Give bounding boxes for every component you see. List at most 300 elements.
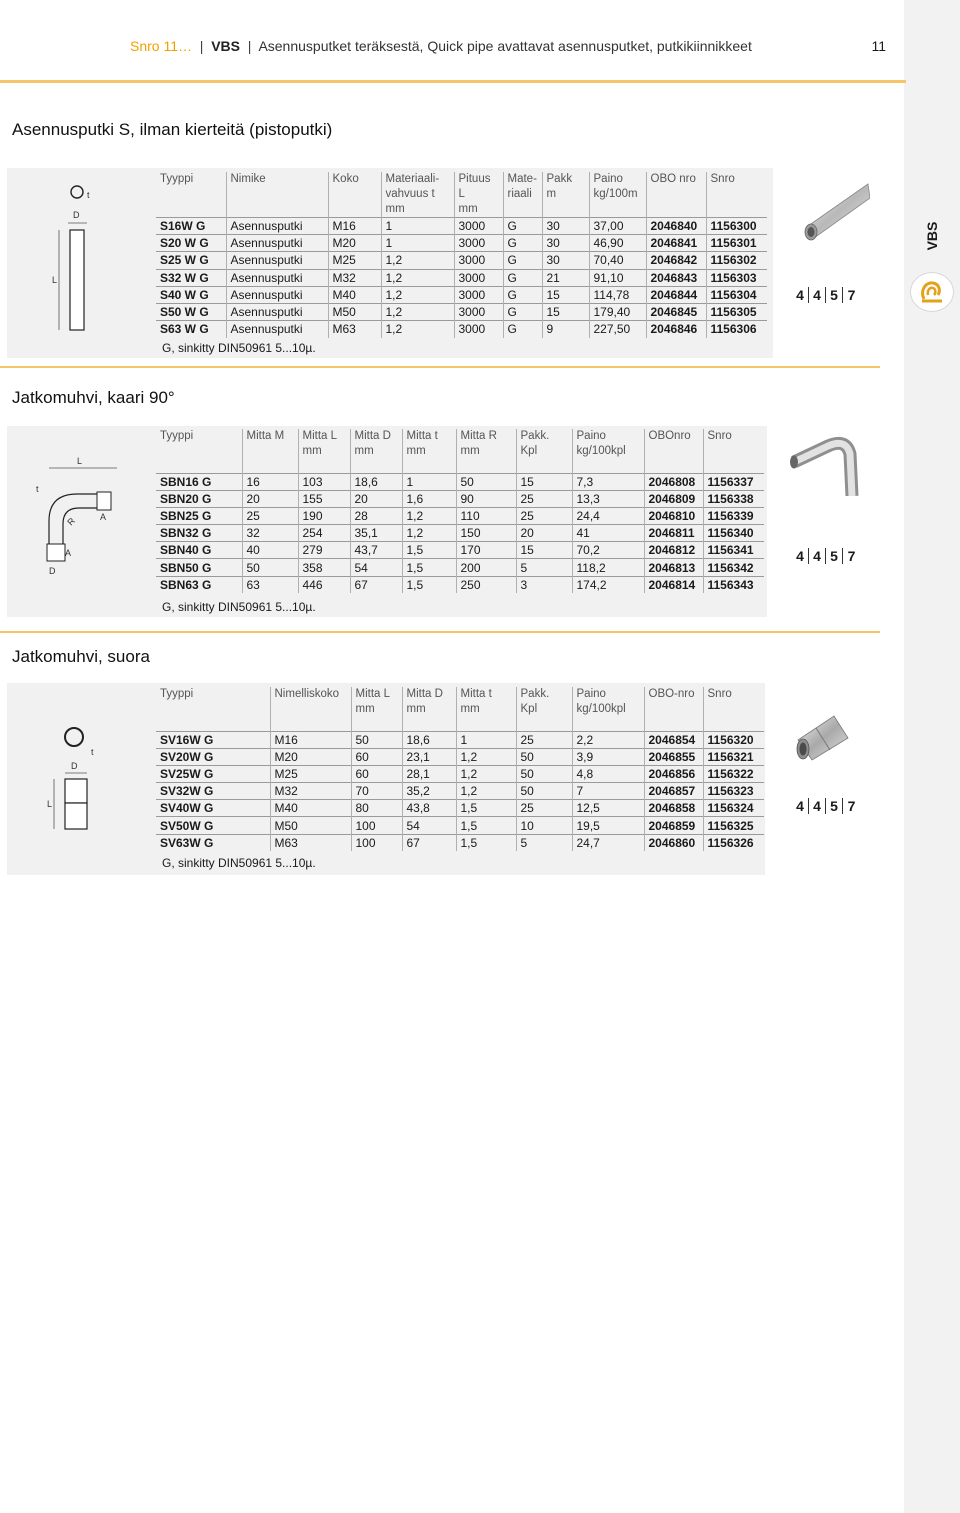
table-cell: 70 — [351, 783, 402, 800]
column-header-line: mm — [406, 703, 426, 715]
column-header-line: Mitta D — [354, 430, 391, 442]
table-cell: 50 — [456, 473, 516, 490]
header-separator: | — [195, 38, 212, 54]
table-cell: 23,1 — [402, 748, 456, 765]
header-description: Asennusputket teräksestä, Quick pipe avattavat asennusputket, putkikiinnikkeet — [258, 38, 752, 54]
column-header-line: Mitta t — [406, 430, 438, 442]
table-cell: 20 — [242, 490, 298, 507]
table-cell: 3,9 — [572, 748, 644, 765]
table-cell: 35,1 — [350, 525, 402, 542]
column-header-line: OBO nro — [650, 173, 696, 185]
table-row — [156, 817, 764, 834]
table-cell: Asennusputki — [226, 218, 328, 235]
column-header — [298, 429, 350, 473]
column-header-line: mm — [460, 703, 480, 715]
table-cell: 2046840 — [646, 218, 706, 235]
table-cell: 3000 — [454, 269, 503, 286]
catalog-code: 4 — [809, 798, 826, 814]
table-cell: 46,90 — [589, 235, 646, 252]
table-cell: 179,40 — [589, 303, 646, 320]
column-header — [456, 429, 516, 473]
page-number: 11 — [871, 38, 886, 54]
column-header-line: kg/100kpl — [576, 703, 626, 715]
column-header-line: Mitta R — [460, 430, 497, 442]
column-header — [703, 429, 764, 473]
column-header-line: Paino — [593, 173, 623, 185]
table-cell: 1,2 — [381, 286, 454, 303]
table-cell: 25 — [242, 507, 298, 524]
table-cell: 2,2 — [572, 731, 644, 748]
table-row — [156, 525, 764, 542]
diagram-label-t: t — [91, 747, 94, 757]
table-cell: 2046857 — [644, 783, 703, 800]
table-cell: 50 — [516, 765, 572, 782]
elbow-diagram — [7, 426, 152, 617]
table-cell: 174,2 — [572, 576, 644, 593]
table-cell: 28,1 — [402, 765, 456, 782]
table-cell: 18,6 — [350, 473, 402, 490]
table-cell: 155 — [298, 490, 350, 507]
table-cell: SBN25 G — [156, 507, 242, 524]
table-cell: 80 — [351, 800, 402, 817]
diagram-label-l: L — [52, 275, 58, 285]
table-cell: 1156342 — [703, 559, 764, 576]
table-cell: 43,7 — [350, 542, 402, 559]
table-cell: 9 — [542, 321, 589, 338]
table-cell: M63 — [328, 321, 381, 338]
table-note: G, sinkitty DIN50961 5...10µ. — [162, 341, 316, 355]
column-header-line: riaali — [507, 188, 532, 200]
column-header-line: Materiaali- — [385, 173, 440, 185]
table-header-row — [156, 172, 767, 218]
table-row — [156, 748, 764, 765]
table-cell: G — [503, 286, 542, 303]
table-cell: 25 — [516, 490, 572, 507]
table-cell: M50 — [270, 817, 351, 834]
table-cell: 1,2 — [456, 783, 516, 800]
table-cell: 1156301 — [706, 235, 767, 252]
table-cell: 2046842 — [646, 252, 706, 269]
header-snro: Snro 11… — [130, 38, 192, 54]
table-row — [156, 542, 764, 559]
catalog-code: 5 — [826, 548, 843, 564]
table-cell: 1156321 — [703, 748, 764, 765]
table-cell: 1156306 — [706, 321, 767, 338]
table-cell: 190 — [298, 507, 350, 524]
column-header-line: Koko — [332, 173, 359, 185]
catalog-code: 7 — [847, 798, 856, 814]
table-row — [156, 286, 767, 303]
table-cell: 100 — [351, 834, 402, 851]
table-cell: M20 — [270, 748, 351, 765]
table-cell: 25 — [516, 507, 572, 524]
table-cell: SBN40 G — [156, 542, 242, 559]
table-cell: M32 — [270, 783, 351, 800]
table-cell: 3000 — [454, 286, 503, 303]
column-header — [156, 172, 226, 218]
table-cell: Asennusputki — [226, 252, 328, 269]
table-cell: SBN16 G — [156, 473, 242, 490]
table-cell: 1156302 — [706, 252, 767, 269]
table-cell: S20 W G — [156, 235, 226, 252]
column-header-line: kg/100kpl — [576, 445, 626, 457]
section-title: Jatkomuhvi, kaari 90° — [12, 388, 175, 407]
table-cell: M16 — [270, 731, 351, 748]
side-tab-label: VBS — [924, 221, 940, 251]
table-cell: 2046810 — [644, 507, 703, 524]
table-cell: 446 — [298, 576, 350, 593]
table-cell: 1156303 — [706, 269, 767, 286]
side-tab — [904, 0, 960, 1513]
header-separator: | — [243, 38, 259, 54]
table-cell: 54 — [402, 817, 456, 834]
table-cell: 1 — [456, 731, 516, 748]
table-cell: 1,5 — [456, 834, 516, 851]
catalog-codes — [792, 548, 860, 564]
product-pipe-image — [786, 176, 870, 246]
table-cell: S63 W G — [156, 321, 226, 338]
table-row — [156, 218, 767, 235]
column-header-line: mm — [355, 703, 375, 715]
column-header-line: OBOnro — [648, 430, 691, 442]
table-cell: 67 — [350, 576, 402, 593]
spec-table — [156, 687, 764, 851]
table-cell: 1156339 — [703, 507, 764, 524]
column-header-line: Mitta L — [355, 688, 391, 700]
table-cell: 1,5 — [402, 576, 456, 593]
table-cell: SBN63 G — [156, 576, 242, 593]
table-cell: 227,50 — [589, 321, 646, 338]
table-row — [156, 507, 764, 524]
table-cell: 100 — [351, 817, 402, 834]
column-header — [646, 172, 706, 218]
table-cell: 70,40 — [589, 252, 646, 269]
table-cell: 35,2 — [402, 783, 456, 800]
table-cell: 3000 — [454, 303, 503, 320]
table-cell: 32 — [242, 525, 298, 542]
table-cell: 60 — [351, 748, 402, 765]
table-cell: M40 — [328, 286, 381, 303]
table-cell: G — [503, 269, 542, 286]
diagram-label-l: L — [77, 456, 83, 466]
column-header-line: Snro — [707, 430, 732, 442]
table-cell: 15 — [542, 303, 589, 320]
column-header-line: Pakk. Kpl — [520, 688, 550, 715]
table-row — [156, 765, 764, 782]
table-cell: 54 — [350, 559, 402, 576]
table-cell: 2046814 — [644, 576, 703, 593]
column-header-line: mm — [458, 203, 478, 215]
column-header — [402, 687, 456, 731]
table-cell: 254 — [298, 525, 350, 542]
column-header-line: Tyyppi — [160, 688, 194, 700]
catalog-code: 7 — [847, 287, 856, 303]
table-cell: 40 — [242, 542, 298, 559]
table-cell: 1156322 — [703, 765, 764, 782]
table-cell: 91,10 — [589, 269, 646, 286]
diagram-label-a: A — [100, 512, 107, 522]
table-cell: 2046845 — [646, 303, 706, 320]
column-header — [589, 172, 646, 218]
table-cell: 1,2 — [381, 321, 454, 338]
diagram-label-t: t — [36, 484, 39, 494]
table-cell: M25 — [270, 765, 351, 782]
table-cell: M16 — [328, 218, 381, 235]
table-cell: 2046808 — [644, 473, 703, 490]
table-cell: SV16W G — [156, 731, 270, 748]
section-title: Asennusputki S, ilman kierteitä (pistoputki) — [12, 120, 333, 139]
column-header — [381, 172, 454, 218]
table-cell: 10 — [516, 817, 572, 834]
table-cell: 37,00 — [589, 218, 646, 235]
table-cell: 3000 — [454, 252, 503, 269]
table-cell: 30 — [542, 235, 589, 252]
table-cell: 13,3 — [572, 490, 644, 507]
table-row — [156, 269, 767, 286]
table-cell: 1156325 — [703, 817, 764, 834]
table-cell: 7 — [572, 783, 644, 800]
table-cell: 1 — [402, 473, 456, 490]
diagram-label-d: D — [49, 566, 56, 576]
catalog-code: 4 — [792, 798, 809, 814]
catalog-code: 4 — [809, 287, 826, 303]
column-header — [350, 429, 402, 473]
table-cell: 1,2 — [456, 765, 516, 782]
column-header-line: Mitta D — [406, 688, 443, 700]
column-header-line: Paino — [576, 430, 606, 442]
table-cell: 4,8 — [572, 765, 644, 782]
table-cell: 24,4 — [572, 507, 644, 524]
table-row — [156, 800, 764, 817]
product-elbow-image — [788, 432, 860, 496]
table-cell: G — [503, 235, 542, 252]
column-header-line: Mitta L — [302, 430, 338, 442]
table-cell: 1156337 — [703, 473, 764, 490]
table-cell: G — [503, 321, 542, 338]
spec-table — [156, 429, 764, 593]
diagram-label-r: R — [65, 515, 78, 528]
column-header-line: Pakk m — [546, 173, 573, 200]
table-cell: 1,2 — [381, 252, 454, 269]
table-header-row — [156, 687, 764, 731]
table-cell: 3000 — [454, 235, 503, 252]
table-cell: 2046855 — [644, 748, 703, 765]
column-header-line: mm — [406, 445, 426, 457]
column-header — [456, 687, 516, 731]
table-cell: 1,2 — [381, 303, 454, 320]
column-header — [454, 172, 503, 218]
catalog-code: 5 — [826, 287, 843, 303]
table-cell: 1,5 — [456, 817, 516, 834]
table-note: G, sinkitty DIN50961 5...10µ. — [162, 600, 316, 614]
table-cell: M32 — [328, 269, 381, 286]
table-cell: 103 — [298, 473, 350, 490]
table-cell: 2046811 — [644, 525, 703, 542]
column-header-line: Tyyppi — [160, 173, 194, 185]
table-cell: SV32W G — [156, 783, 270, 800]
table-cell: 358 — [298, 559, 350, 576]
table-cell: Asennusputki — [226, 321, 328, 338]
table-cell: G — [503, 303, 542, 320]
table-cell: 2046856 — [644, 765, 703, 782]
table-cell: 1156323 — [703, 783, 764, 800]
table-cell: 3 — [516, 576, 572, 593]
header-rule — [0, 80, 906, 83]
table-cell: 1 — [381, 218, 454, 235]
table-cell: 1156300 — [706, 218, 767, 235]
column-header — [226, 172, 328, 218]
column-header — [242, 429, 298, 473]
table-cell: 170 — [456, 542, 516, 559]
diagram-label-d: D — [73, 210, 80, 220]
diagram-label-l: L — [47, 799, 53, 809]
table-cell: 1,2 — [402, 507, 456, 524]
table-cell: SV20W G — [156, 748, 270, 765]
column-header — [542, 172, 589, 218]
table-row — [156, 235, 767, 252]
table-cell: 200 — [456, 559, 516, 576]
column-header — [644, 429, 703, 473]
column-header-line: kg/100m — [593, 188, 638, 200]
table-row — [156, 490, 764, 507]
catalog-codes — [792, 798, 860, 814]
column-header — [516, 687, 572, 731]
page-header — [130, 38, 886, 58]
column-header — [706, 172, 767, 218]
column-header-line: Pakk. Kpl — [520, 430, 550, 457]
table-cell: S16W G — [156, 218, 226, 235]
table-cell: Asennusputki — [226, 235, 328, 252]
diagram-label-t: t — [87, 190, 90, 200]
table-cell: 250 — [456, 576, 516, 593]
table-cell: 90 — [456, 490, 516, 507]
column-header-line: Mitta t — [460, 688, 492, 700]
table-cell: 15 — [542, 286, 589, 303]
column-header-line: Tyyppi — [160, 430, 194, 442]
column-header-line: mm — [354, 445, 374, 457]
catalog-codes — [792, 287, 860, 303]
diagram-label-d: D — [71, 761, 78, 771]
column-header — [572, 687, 644, 731]
table-note: G, sinkitty DIN50961 5...10µ. — [162, 856, 316, 870]
catalog-code: 4 — [792, 548, 809, 564]
column-header — [351, 687, 402, 731]
table-cell: 30 — [542, 252, 589, 269]
section-rule — [0, 631, 880, 633]
column-header — [328, 172, 381, 218]
table-cell: SV25W G — [156, 765, 270, 782]
table-cell: 12,5 — [572, 800, 644, 817]
table-cell: 2046859 — [644, 817, 703, 834]
table-cell: Asennusputki — [226, 303, 328, 320]
table-cell: 1156304 — [706, 286, 767, 303]
table-cell: Asennusputki — [226, 286, 328, 303]
table-cell: 50 — [242, 559, 298, 576]
table-cell: 2046846 — [646, 321, 706, 338]
table-cell: 1156341 — [703, 542, 764, 559]
table-cell: 24,7 — [572, 834, 644, 851]
catalog-code: 5 — [826, 798, 843, 814]
header-brand: VBS — [211, 38, 240, 54]
pipe-diagram — [7, 168, 152, 358]
table-cell: Asennusputki — [226, 269, 328, 286]
table-cell: 63 — [242, 576, 298, 593]
table-cell: 1,5 — [402, 542, 456, 559]
table-cell: 3000 — [454, 321, 503, 338]
table-cell: 2046843 — [646, 269, 706, 286]
table-cell: S40 W G — [156, 286, 226, 303]
column-header-line: Nimike — [230, 173, 266, 185]
table-cell: 30 — [542, 218, 589, 235]
table-cell: 20 — [516, 525, 572, 542]
table-cell: 50 — [351, 731, 402, 748]
column-header-line: Pituus L — [458, 173, 491, 200]
column-header — [270, 687, 351, 731]
table-cell: 1 — [381, 235, 454, 252]
table-cell: 19,5 — [572, 817, 644, 834]
table-cell: 60 — [351, 765, 402, 782]
table-cell: 1,2 — [456, 748, 516, 765]
section-rule — [0, 366, 880, 368]
table-cell: 21 — [542, 269, 589, 286]
table-cell: G — [503, 252, 542, 269]
coupling-diagram — [7, 683, 152, 875]
table-cell: 28 — [350, 507, 402, 524]
column-header-line: OBO-nro — [648, 688, 695, 700]
table-cell: SBN20 G — [156, 490, 242, 507]
table-cell: 25 — [516, 800, 572, 817]
column-header-line: Mitta M — [246, 430, 285, 442]
column-header — [572, 429, 644, 473]
table-cell: M63 — [270, 834, 351, 851]
table-cell: 20 — [350, 490, 402, 507]
table-cell: 43,8 — [402, 800, 456, 817]
table-cell: 3000 — [454, 218, 503, 235]
table-cell: 279 — [298, 542, 350, 559]
column-header-line: mm — [302, 445, 322, 457]
table-cell: 41 — [572, 525, 644, 542]
table-cell: 1,5 — [402, 559, 456, 576]
table-cell: 2046858 — [644, 800, 703, 817]
table-cell: 25 — [516, 731, 572, 748]
table-row — [156, 303, 767, 320]
table-cell: 2046812 — [644, 542, 703, 559]
table-cell: 50 — [516, 748, 572, 765]
column-header — [156, 687, 270, 731]
column-header-line: Paino — [576, 688, 606, 700]
table-cell: 15 — [516, 542, 572, 559]
table-cell: 2046844 — [646, 286, 706, 303]
diagram-label-a: A — [65, 548, 72, 558]
column-header — [644, 687, 703, 731]
column-header — [156, 429, 242, 473]
table-row — [156, 559, 764, 576]
table-cell: M20 — [328, 235, 381, 252]
column-header-line: Nimelliskoko — [274, 688, 340, 700]
table-cell: SBN32 G — [156, 525, 242, 542]
table-cell: 1,5 — [456, 800, 516, 817]
table-row — [156, 834, 764, 851]
table-row — [156, 473, 764, 490]
table-cell: 114,78 — [589, 286, 646, 303]
table-cell: 1,6 — [402, 490, 456, 507]
table-cell: 5 — [516, 559, 572, 576]
column-header-line: mm — [460, 445, 480, 457]
table-cell: 2046809 — [644, 490, 703, 507]
column-header-line: Mate- — [507, 173, 537, 185]
table-row — [156, 576, 764, 593]
table-cell: 1156326 — [703, 834, 764, 851]
